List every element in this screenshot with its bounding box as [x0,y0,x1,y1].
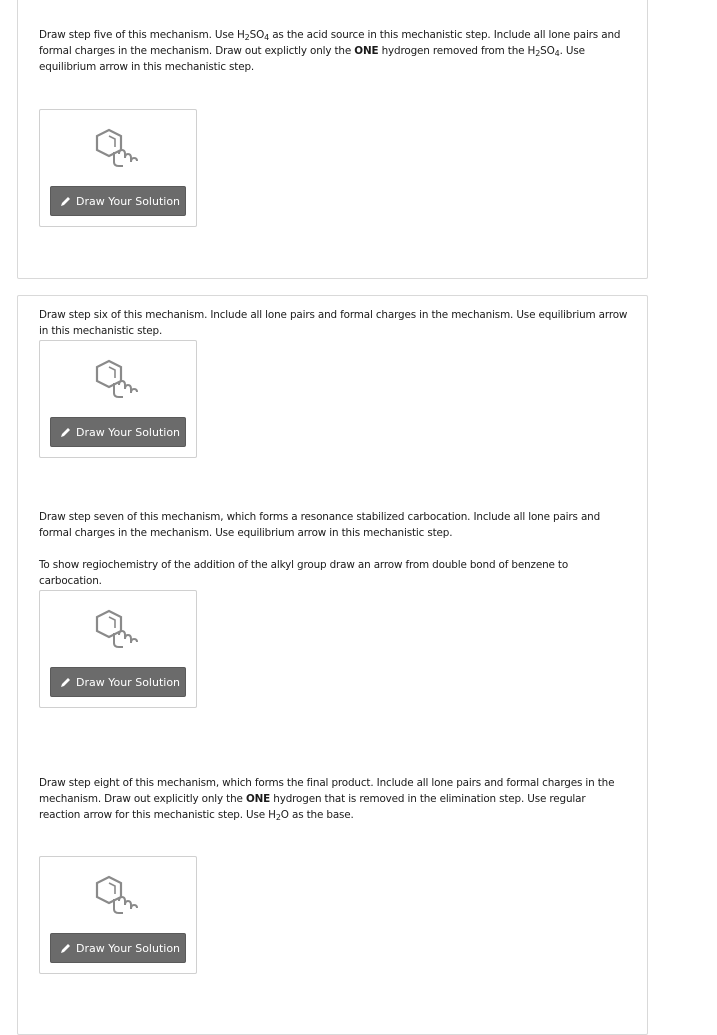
question-text-step-eight: Draw step eight of this mechanism, which forms the final product. Include all lone pairs and formal charges in the mechanism. Draw out explicitly only the ONE hydrogen that is removed in the elimination step. Use regular reaction arrow for this mechanistic step. Use $H_2O$ as the base. [39,777,615,822]
question-card-step-five [17,0,648,279]
drawing-area-step-six[interactable] [39,340,197,458]
draw-solution-label: Draw Your Solution [76,941,181,955]
molecule-drawing-icon [95,875,141,915]
molecule-drawing-icon [95,128,141,168]
molecule-drawing-icon [95,359,141,399]
drawing-area-step-seven[interactable] [39,590,197,708]
drawing-area-step-five[interactable] [39,109,197,227]
question-text-step-seven: Draw step seven of this mechanism, which forms a resonance stabilized carbocation. Include all lone pairs and formal charges in the mechanism. Use equilibrium arrow in this mechanistic step. [39,511,601,539]
draw-solution-button[interactable] [50,667,186,697]
drawing-area-step-eight[interactable] [39,856,197,974]
draw-solution-button[interactable] [50,933,186,963]
draw-solution-label: Draw Your Solution [76,425,181,439]
draw-solution-button[interactable] [50,186,186,216]
pencil-icon [60,677,71,688]
draw-solution-label: Draw Your Solution [76,675,181,689]
pencil-icon [60,943,71,954]
molecule-drawing-icon [95,609,141,649]
question-text-step-five: Draw step five of this mechanism. Use $H_2SO_4$ as the acid source in this mechanistic step. Include all lone pairs and formal charges in the mechanism. Draw out explictly only the ONE hydrogen removed from the $H_2SO_4$. Use equilibrium arrow in this mechanistic step. [39,29,621,73]
question-text-step-seven-regiochemistry: To show regiochemistry of the addition of the alkyl group draw an arrow from double bond of benzene to carbocation. [39,559,569,587]
question-card-steps-six-to-eight [17,295,648,1035]
draw-solution-label: Draw Your Solution [76,194,181,208]
draw-solution-button[interactable] [50,417,186,447]
question-text-step-six: Draw step six of this mechanism. Include all lone pairs and formal charges in the mechanism. Use equilibrium arrow in this mechanistic step. [39,309,628,337]
pencil-icon [60,196,71,207]
pencil-icon [60,427,71,438]
